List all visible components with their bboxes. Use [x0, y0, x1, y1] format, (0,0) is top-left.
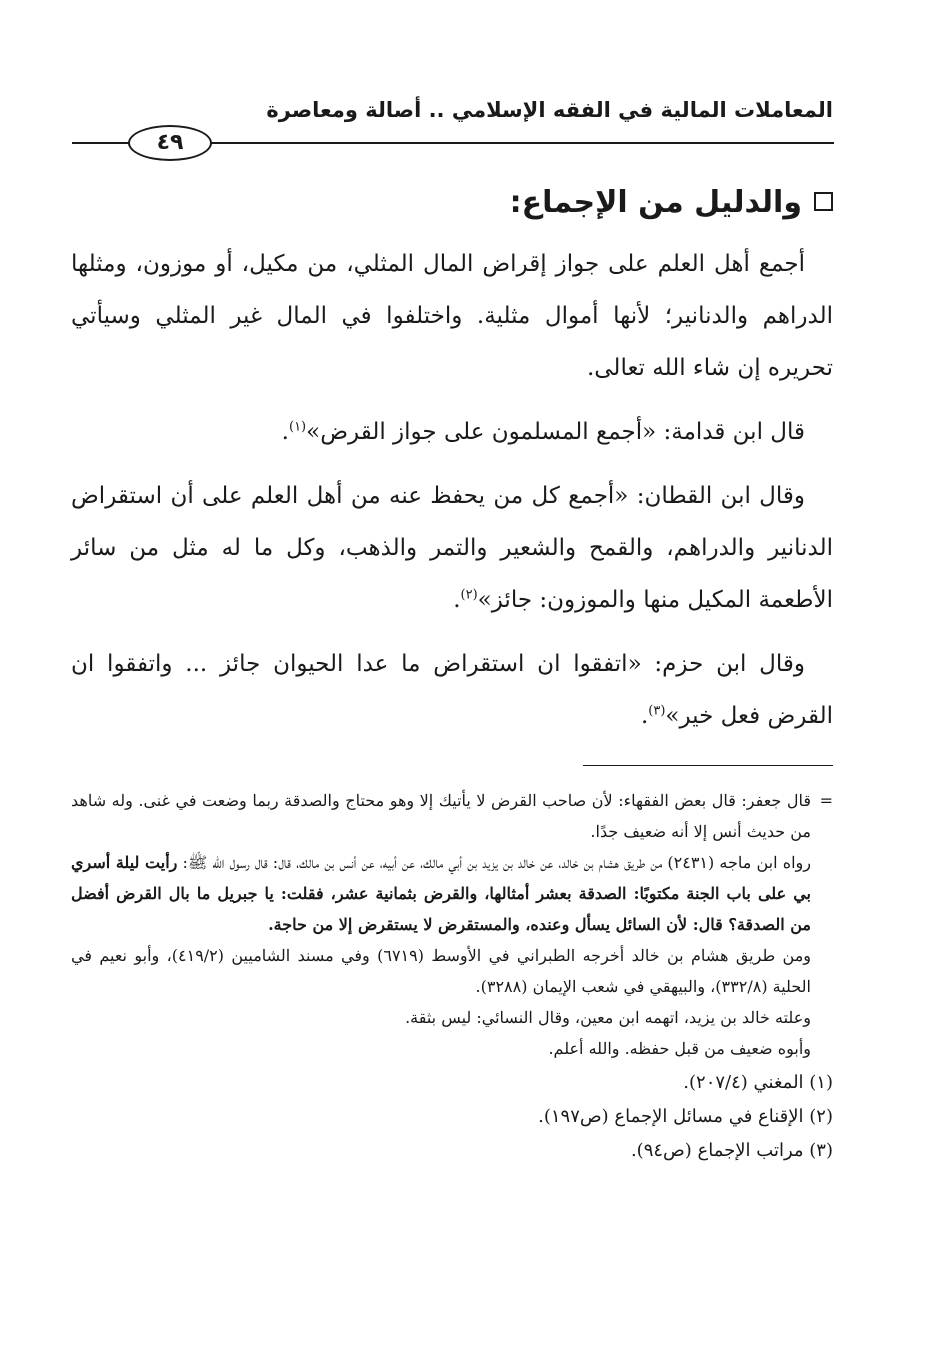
reference-item: (٣) مراتب الإجماع (ص٩٤). [630, 1140, 833, 1161]
main-text [71, 238, 833, 754]
footnote-ref: (٣) [648, 703, 666, 719]
paragraph: قال ابن قدامة: «أجمع المسلمون على جواز القرض»$^{(١)}$. [281, 419, 805, 445]
section-heading-text: والدليل من الإجماع: [509, 185, 802, 220]
square-bullet-icon [814, 192, 833, 211]
reference-item: (١) المغني (٢٠٧/٤). [683, 1072, 833, 1093]
footnote-continued: رواه ابن ماجه (٢٤٣١) من طريق هشام بن خالد، عن خالد بن يزيد بن أبي مالك، عن أبيه، عن أنس بن مالك، قال: قال رسول الله ﷺ: رأيت ليلة أسري بي على باب الجنة مكتوبًا: الصدقة بعشر أمثالها، والقرض بثمانية عشر، فقلت: يا جبريل ما بال القرض أفضل من الصدقة؟ قال: لأن السائل يسأل وعنده، والمستقرض لا يستقرض إلا من حاجة. [71, 853, 811, 934]
reference-item: (٢) الإقناع في مسائل الإجماع (ص١٩٧). [538, 1106, 833, 1127]
hadith-text: رأيت ليلة أسري بي على باب الجنة مكتوبًا: الصدقة بعشر أمثالها، والقرض بثمانية عشر، فقلت: يا جبريل ما بال القرض أفضل من الصدقة؟ قال: لأن السائل يسأل وعنده، والمستقرض لا يستقرض إلا من حاجة. [71, 853, 811, 934]
page-number: ٤٩ [128, 125, 212, 161]
footnote-continued: ومن طريق هشام بن خالد أخرجه الطبراني في الأوسط (٦٧١٩) وفي مسند الشاميين (٤١٩/٢)، وأبو نعيم في الحلية (٣٣٢/٨)، والبيهقي في شعب الإيمان (٣٢٨٨). [71, 946, 812, 996]
paragraph: وقال ابن القطان: «أجمع كل من يحفظ عنه من أهل العلم على أن استقراض الدنانير والدراهم، والقمح والشعير والتمر والذهب، وكل ما له مثل من سائر الأطعمة المكيل منها والموزون: جائز»$^{(٢)}$. [71, 483, 833, 613]
footnotes [71, 785, 833, 1168]
footnote-ref: (١) [288, 419, 307, 435]
footnote-separator [583, 765, 833, 766]
footnote-continued: وعلته خالد بن يزيد، اتهمه ابن معين، وقال النسائي: ليس بثقة. [405, 1008, 811, 1027]
reference-list [71, 1066, 833, 1168]
footnote-ref: (٢) [460, 587, 478, 603]
footnote-continued: وأبوه ضعيف من قبل حفظه. والله أعلم. [548, 1039, 811, 1058]
footnote-continued: = قال جعفر: قال بعض الفقهاء: لأن صاحب القرض لا يأتيك إلا وهو محتاج والصدقة ربما وضعت في غنى. وله شاهد من حديث أنس إلا أنه ضعيف جدًا. [71, 785, 833, 847]
paragraph: وقال ابن حزم: «اتفقوا ان استقراض ما عدا الحيوان جائز ... واتفقوا ان القرض فعل خير»$^{(٣)}$. [71, 651, 833, 729]
running-title: المعاملات المالية في الفقه الإسلامي .. أصالة ومعاصرة [266, 98, 833, 122]
section-heading [510, 180, 833, 226]
continuation-marker: = [819, 791, 833, 810]
paragraph: أجمع أهل العلم على جواز إقراض المال المثلي، من مكيل، أو موزون، ومثلها الدراهم والدنانير؛ لأنها أموال مثلية. واختلفوا في المال غير المثلي وسيأتي تحريره إن شاء الله تعالى. [71, 251, 833, 381]
